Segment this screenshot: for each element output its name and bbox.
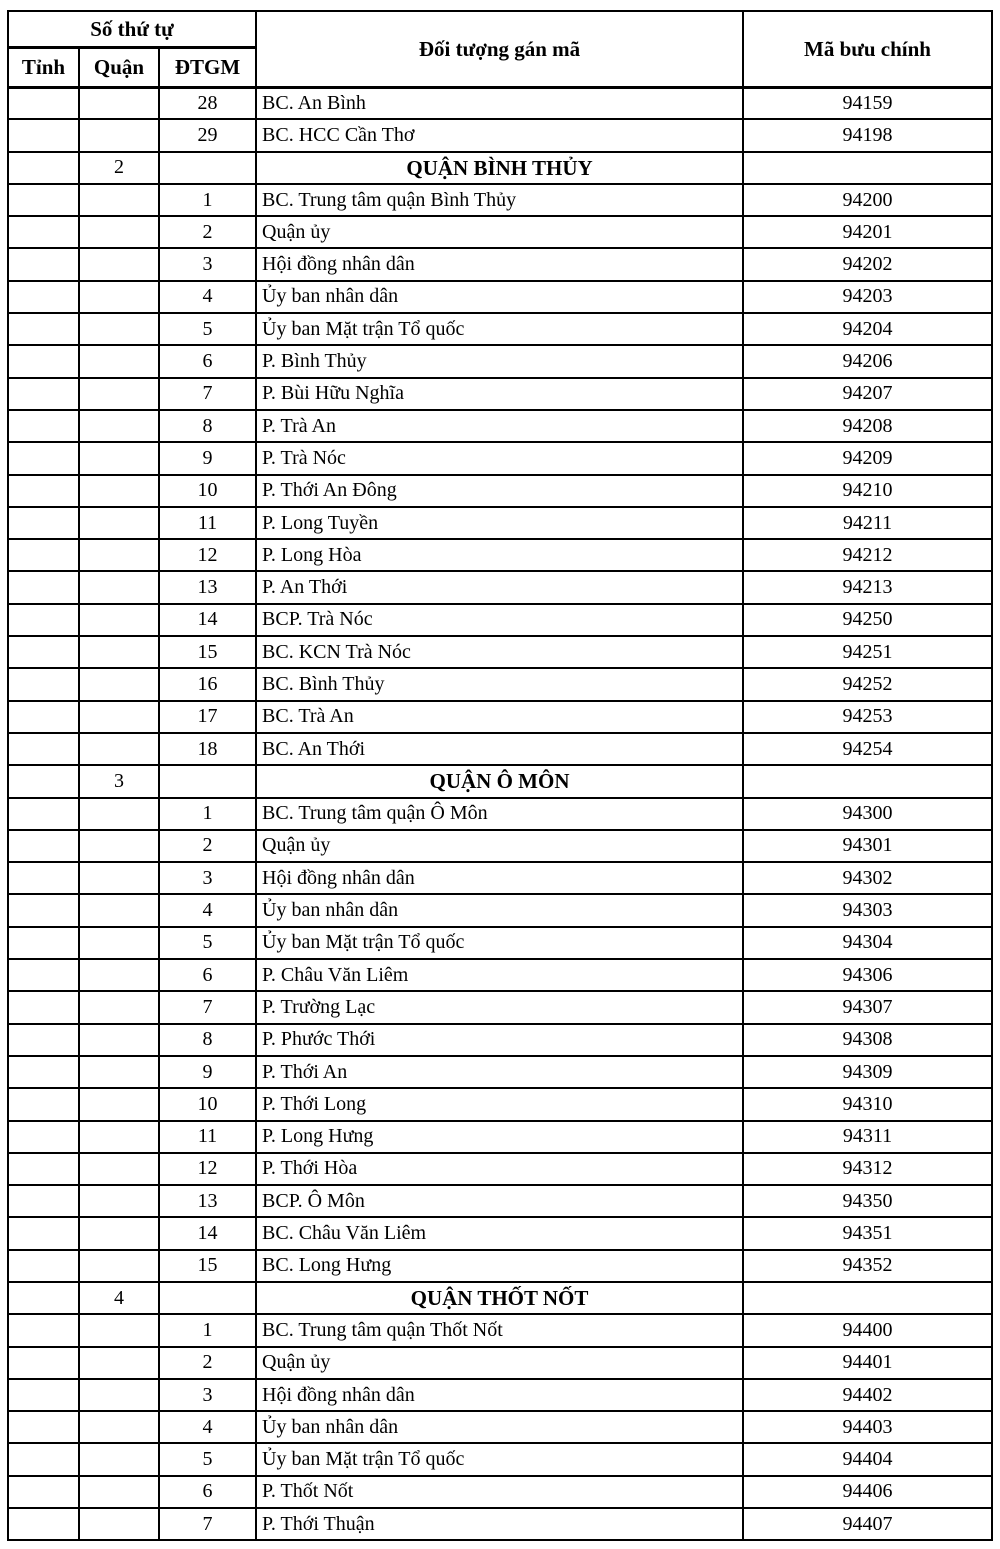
table-row (8, 927, 992, 959)
header-quan: Quận (79, 47, 159, 87)
cell-dtgm: 6 (159, 959, 256, 991)
cell-tinh (8, 184, 79, 216)
cell-tinh (8, 410, 79, 442)
table-row (8, 1088, 992, 1120)
table-row (8, 475, 992, 507)
cell-quan (79, 184, 159, 216)
cell-object-name: Hội đồng nhân dân (256, 862, 743, 894)
cell-tinh (8, 798, 79, 830)
cell-dtgm: 1 (159, 1314, 256, 1346)
cell-tinh (8, 248, 79, 280)
cell-dtgm: 3 (159, 248, 256, 280)
cell-dtgm: 10 (159, 1088, 256, 1120)
table-row (8, 248, 992, 280)
cell-quan (79, 507, 159, 539)
cell-dtgm: 14 (159, 1217, 256, 1249)
cell-object-name: QUẬN THỐT NỐT (256, 1282, 743, 1314)
table-row (8, 378, 992, 410)
cell-dtgm: 7 (159, 378, 256, 410)
cell-object-name: BC. Trung tâm quận Ô Môn (256, 798, 743, 830)
table-row (8, 281, 992, 313)
cell-tinh (8, 1282, 79, 1314)
cell-quan (79, 959, 159, 991)
cell-object-name: Quận ủy (256, 216, 743, 248)
table-row (8, 959, 992, 991)
cell-postal-code: 94200 (743, 184, 992, 216)
cell-quan (79, 1024, 159, 1056)
cell-object-name: Hội đồng nhân dân (256, 248, 743, 280)
cell-quan (79, 1379, 159, 1411)
cell-dtgm: 11 (159, 1121, 256, 1153)
cell-object-name: Hội đồng nhân dân (256, 1379, 743, 1411)
cell-tinh (8, 216, 79, 248)
cell-postal-code: 94251 (743, 636, 992, 668)
cell-postal-code: 94402 (743, 1379, 992, 1411)
cell-dtgm: 5 (159, 313, 256, 345)
header-tinh: Tỉnh (8, 47, 79, 87)
cell-dtgm: 15 (159, 636, 256, 668)
table-row (8, 733, 992, 765)
cell-tinh (8, 1476, 79, 1508)
postal-code-table (7, 10, 993, 1541)
table-row (8, 571, 992, 603)
cell-tinh (8, 927, 79, 959)
table-row (8, 87, 992, 119)
cell-tinh (8, 1024, 79, 1056)
cell-object-name: BC. An Bình (256, 87, 743, 119)
cell-object-name: Ủy ban nhân dân (256, 1411, 743, 1443)
cell-quan (79, 345, 159, 377)
cell-postal-code: 94203 (743, 281, 992, 313)
cell-quan: 2 (79, 152, 159, 184)
cell-postal-code: 94212 (743, 539, 992, 571)
cell-dtgm: 12 (159, 539, 256, 571)
table-row (8, 1379, 992, 1411)
section-row (8, 152, 992, 184)
cell-dtgm: 7 (159, 1508, 256, 1540)
cell-quan (79, 281, 159, 313)
cell-postal-code (743, 152, 992, 184)
table-row (8, 1314, 992, 1346)
cell-postal-code (743, 765, 992, 797)
cell-quan (79, 830, 159, 862)
cell-tinh (8, 152, 79, 184)
section-row (8, 765, 992, 797)
cell-object-name: BCP. Trà Nóc (256, 604, 743, 636)
cell-quan (79, 539, 159, 571)
cell-dtgm: 8 (159, 1024, 256, 1056)
table-row (8, 1347, 992, 1379)
table-row (8, 1185, 992, 1217)
cell-tinh (8, 604, 79, 636)
table-row (8, 345, 992, 377)
cell-tinh (8, 1411, 79, 1443)
cell-tinh (8, 1443, 79, 1475)
cell-object-name: P. Bùi Hữu Nghĩa (256, 378, 743, 410)
cell-object-name: P. Long Hòa (256, 539, 743, 571)
cell-object-name: Quận ủy (256, 830, 743, 862)
table-row (8, 604, 992, 636)
cell-postal-code: 94254 (743, 733, 992, 765)
cell-tinh (8, 1217, 79, 1249)
cell-postal-code: 94306 (743, 959, 992, 991)
cell-tinh (8, 281, 79, 313)
cell-object-name: QUẬN BÌNH THỦY (256, 152, 743, 184)
cell-dtgm: 8 (159, 410, 256, 442)
cell-object-name: P. Thới Hòa (256, 1153, 743, 1185)
cell-dtgm: 4 (159, 281, 256, 313)
cell-object-name: P. Phước Thới (256, 1024, 743, 1056)
cell-quan (79, 991, 159, 1023)
cell-quan (79, 442, 159, 474)
cell-tinh (8, 1088, 79, 1120)
cell-object-name: BC. Long Hưng (256, 1250, 743, 1282)
cell-postal-code: 94311 (743, 1121, 992, 1153)
cell-postal-code: 94312 (743, 1153, 992, 1185)
cell-quan (79, 1443, 159, 1475)
cell-postal-code: 94404 (743, 1443, 992, 1475)
table-row (8, 184, 992, 216)
cell-tinh (8, 894, 79, 926)
cell-object-name: P. Thới Long (256, 1088, 743, 1120)
cell-dtgm: 3 (159, 862, 256, 894)
cell-tinh (8, 830, 79, 862)
table-row (8, 216, 992, 248)
cell-postal-code: 94207 (743, 378, 992, 410)
cell-quan (79, 1411, 159, 1443)
cell-postal-code: 94403 (743, 1411, 992, 1443)
table-row (8, 1443, 992, 1475)
cell-postal-code: 94300 (743, 798, 992, 830)
cell-quan (79, 1153, 159, 1185)
cell-tinh (8, 668, 79, 700)
cell-dtgm: 1 (159, 184, 256, 216)
cell-quan (79, 1217, 159, 1249)
cell-quan (79, 668, 159, 700)
header-so-thu-tu: Số thứ tự (8, 11, 256, 47)
cell-object-name: BC. Trung tâm quận Bình Thủy (256, 184, 743, 216)
table-row (8, 862, 992, 894)
cell-quan (79, 1314, 159, 1346)
cell-tinh (8, 1250, 79, 1282)
cell-object-name: Quận ủy (256, 1347, 743, 1379)
cell-quan (79, 604, 159, 636)
cell-tinh (8, 442, 79, 474)
cell-object-name: BC. Trung tâm quận Thốt Nốt (256, 1314, 743, 1346)
header-ma-buu-chinh: Mã bưu chính (743, 11, 992, 87)
table-row (8, 1121, 992, 1153)
cell-postal-code: 94202 (743, 248, 992, 280)
cell-postal-code: 94159 (743, 87, 992, 119)
cell-postal-code: 94307 (743, 991, 992, 1023)
table-row (8, 798, 992, 830)
cell-object-name: BC. HCC Cần Thơ (256, 119, 743, 151)
cell-postal-code: 94302 (743, 862, 992, 894)
cell-object-name: P. Long Tuyền (256, 507, 743, 539)
table-row (8, 991, 992, 1023)
cell-postal-code: 94352 (743, 1250, 992, 1282)
cell-object-name: P. Thới Thuận (256, 1508, 743, 1540)
cell-postal-code: 94309 (743, 1056, 992, 1088)
cell-tinh (8, 862, 79, 894)
cell-dtgm: 2 (159, 216, 256, 248)
cell-dtgm: 29 (159, 119, 256, 151)
cell-quan (79, 894, 159, 926)
cell-quan: 3 (79, 765, 159, 797)
table-row (8, 1250, 992, 1282)
cell-postal-code: 94304 (743, 927, 992, 959)
cell-dtgm: 12 (159, 1153, 256, 1185)
cell-postal-code (743, 1282, 992, 1314)
cell-quan (79, 862, 159, 894)
table-row (8, 1411, 992, 1443)
cell-postal-code: 94400 (743, 1314, 992, 1346)
cell-tinh (8, 87, 79, 119)
cell-object-name: Ủy ban Mặt trận Tổ quốc (256, 313, 743, 345)
cell-quan (79, 87, 159, 119)
cell-quan (79, 1088, 159, 1120)
cell-postal-code: 94253 (743, 701, 992, 733)
cell-object-name: BC. Châu Văn Liêm (256, 1217, 743, 1249)
cell-object-name: P. Thới An (256, 1056, 743, 1088)
cell-tinh (8, 765, 79, 797)
cell-quan (79, 313, 159, 345)
cell-tinh (8, 1347, 79, 1379)
table-header (8, 11, 992, 87)
cell-postal-code: 94407 (743, 1508, 992, 1540)
cell-object-name: P. Bình Thủy (256, 345, 743, 377)
cell-object-name: P. Châu Văn Liêm (256, 959, 743, 991)
cell-object-name: P. Thới An Đông (256, 475, 743, 507)
cell-object-name: P. Trường Lạc (256, 991, 743, 1023)
cell-dtgm (159, 152, 256, 184)
cell-dtgm: 5 (159, 927, 256, 959)
cell-object-name: BC. An Thới (256, 733, 743, 765)
table-row (8, 894, 992, 926)
cell-postal-code: 94213 (743, 571, 992, 603)
cell-tinh (8, 345, 79, 377)
cell-dtgm: 14 (159, 604, 256, 636)
cell-quan (79, 1056, 159, 1088)
cell-quan (79, 248, 159, 280)
header-doi-tuong-gan-ma: Đối tượng gán mã (256, 11, 743, 87)
cell-postal-code: 94204 (743, 313, 992, 345)
table-row (8, 410, 992, 442)
cell-object-name: Ủy ban Mặt trận Tổ quốc (256, 927, 743, 959)
section-row (8, 1282, 992, 1314)
cell-postal-code: 94208 (743, 410, 992, 442)
cell-dtgm: 6 (159, 1476, 256, 1508)
table-row (8, 830, 992, 862)
cell-object-name: BC. Bình Thủy (256, 668, 743, 700)
cell-quan (79, 119, 159, 151)
cell-postal-code: 94351 (743, 1217, 992, 1249)
cell-dtgm: 2 (159, 830, 256, 862)
cell-quan (79, 1476, 159, 1508)
cell-tinh (8, 571, 79, 603)
cell-quan (79, 1250, 159, 1282)
cell-quan (79, 927, 159, 959)
cell-tinh (8, 733, 79, 765)
table-row (8, 507, 992, 539)
cell-tinh (8, 475, 79, 507)
cell-dtgm: 3 (159, 1379, 256, 1411)
cell-postal-code: 94252 (743, 668, 992, 700)
cell-dtgm: 16 (159, 668, 256, 700)
cell-quan (79, 733, 159, 765)
table-row (8, 1024, 992, 1056)
cell-dtgm: 1 (159, 798, 256, 830)
cell-tinh (8, 636, 79, 668)
cell-dtgm: 4 (159, 894, 256, 926)
cell-object-name: Ủy ban Mặt trận Tổ quốc (256, 1443, 743, 1475)
cell-object-name: P. Thốt Nốt (256, 1476, 743, 1508)
cell-quan (79, 410, 159, 442)
cell-postal-code: 94406 (743, 1476, 992, 1508)
cell-postal-code: 94401 (743, 1347, 992, 1379)
cell-dtgm: 7 (159, 991, 256, 1023)
cell-tinh (8, 119, 79, 151)
cell-object-name: Ủy ban nhân dân (256, 894, 743, 926)
cell-dtgm: 13 (159, 1185, 256, 1217)
cell-tinh (8, 1056, 79, 1088)
cell-object-name: QUẬN Ô MÔN (256, 765, 743, 797)
cell-postal-code: 94201 (743, 216, 992, 248)
cell-postal-code: 94211 (743, 507, 992, 539)
table-row (8, 442, 992, 474)
cell-tinh (8, 378, 79, 410)
cell-postal-code: 94301 (743, 830, 992, 862)
cell-quan (79, 1121, 159, 1153)
cell-object-name: P. Trà An (256, 410, 743, 442)
cell-dtgm: 28 (159, 87, 256, 119)
cell-tinh (8, 1185, 79, 1217)
table-row (8, 1476, 992, 1508)
cell-dtgm: 13 (159, 571, 256, 603)
header-row-group (8, 11, 992, 47)
cell-dtgm: 10 (159, 475, 256, 507)
cell-quan: 4 (79, 1282, 159, 1314)
cell-quan (79, 216, 159, 248)
table-row (8, 1056, 992, 1088)
cell-dtgm: 5 (159, 1443, 256, 1475)
cell-tinh (8, 701, 79, 733)
table-row (8, 119, 992, 151)
cell-tinh (8, 539, 79, 571)
cell-object-name: P. An Thới (256, 571, 743, 603)
table-row (8, 1508, 992, 1540)
cell-dtgm: 15 (159, 1250, 256, 1282)
cell-dtgm: 18 (159, 733, 256, 765)
cell-quan (79, 636, 159, 668)
table-row (8, 701, 992, 733)
cell-quan (79, 1508, 159, 1540)
cell-object-name: Ủy ban nhân dân (256, 281, 743, 313)
cell-postal-code: 94210 (743, 475, 992, 507)
table-row (8, 1153, 992, 1185)
cell-quan (79, 1347, 159, 1379)
cell-postal-code: 94308 (743, 1024, 992, 1056)
cell-object-name: BC. KCN Trà Nóc (256, 636, 743, 668)
cell-object-name: P. Long Hưng (256, 1121, 743, 1153)
cell-quan (79, 701, 159, 733)
cell-dtgm: 17 (159, 701, 256, 733)
cell-tinh (8, 991, 79, 1023)
cell-dtgm (159, 1282, 256, 1314)
cell-postal-code: 94206 (743, 345, 992, 377)
cell-quan (79, 378, 159, 410)
cell-postal-code: 94350 (743, 1185, 992, 1217)
cell-tinh (8, 959, 79, 991)
table-body (8, 87, 992, 1540)
cell-tinh (8, 313, 79, 345)
cell-tinh (8, 1153, 79, 1185)
cell-quan (79, 475, 159, 507)
table-row (8, 668, 992, 700)
table-row (8, 539, 992, 571)
cell-dtgm: 6 (159, 345, 256, 377)
table-row (8, 313, 992, 345)
cell-postal-code: 94303 (743, 894, 992, 926)
header-dtgm: ĐTGM (159, 47, 256, 87)
cell-postal-code: 94250 (743, 604, 992, 636)
cell-quan (79, 571, 159, 603)
cell-postal-code: 94310 (743, 1088, 992, 1120)
cell-dtgm: 4 (159, 1411, 256, 1443)
cell-object-name: P. Trà Nóc (256, 442, 743, 474)
cell-tinh (8, 1379, 79, 1411)
cell-quan (79, 798, 159, 830)
cell-quan (79, 1185, 159, 1217)
cell-tinh (8, 1121, 79, 1153)
cell-tinh (8, 1314, 79, 1346)
cell-dtgm: 11 (159, 507, 256, 539)
cell-dtgm: 2 (159, 1347, 256, 1379)
table-row (8, 636, 992, 668)
cell-dtgm: 9 (159, 442, 256, 474)
cell-postal-code: 94209 (743, 442, 992, 474)
cell-tinh (8, 1508, 79, 1540)
cell-tinh (8, 507, 79, 539)
cell-object-name: BCP. Ô Môn (256, 1185, 743, 1217)
table-row (8, 1217, 992, 1249)
cell-dtgm (159, 765, 256, 797)
cell-object-name: BC. Trà An (256, 701, 743, 733)
cell-postal-code: 94198 (743, 119, 992, 151)
cell-dtgm: 9 (159, 1056, 256, 1088)
